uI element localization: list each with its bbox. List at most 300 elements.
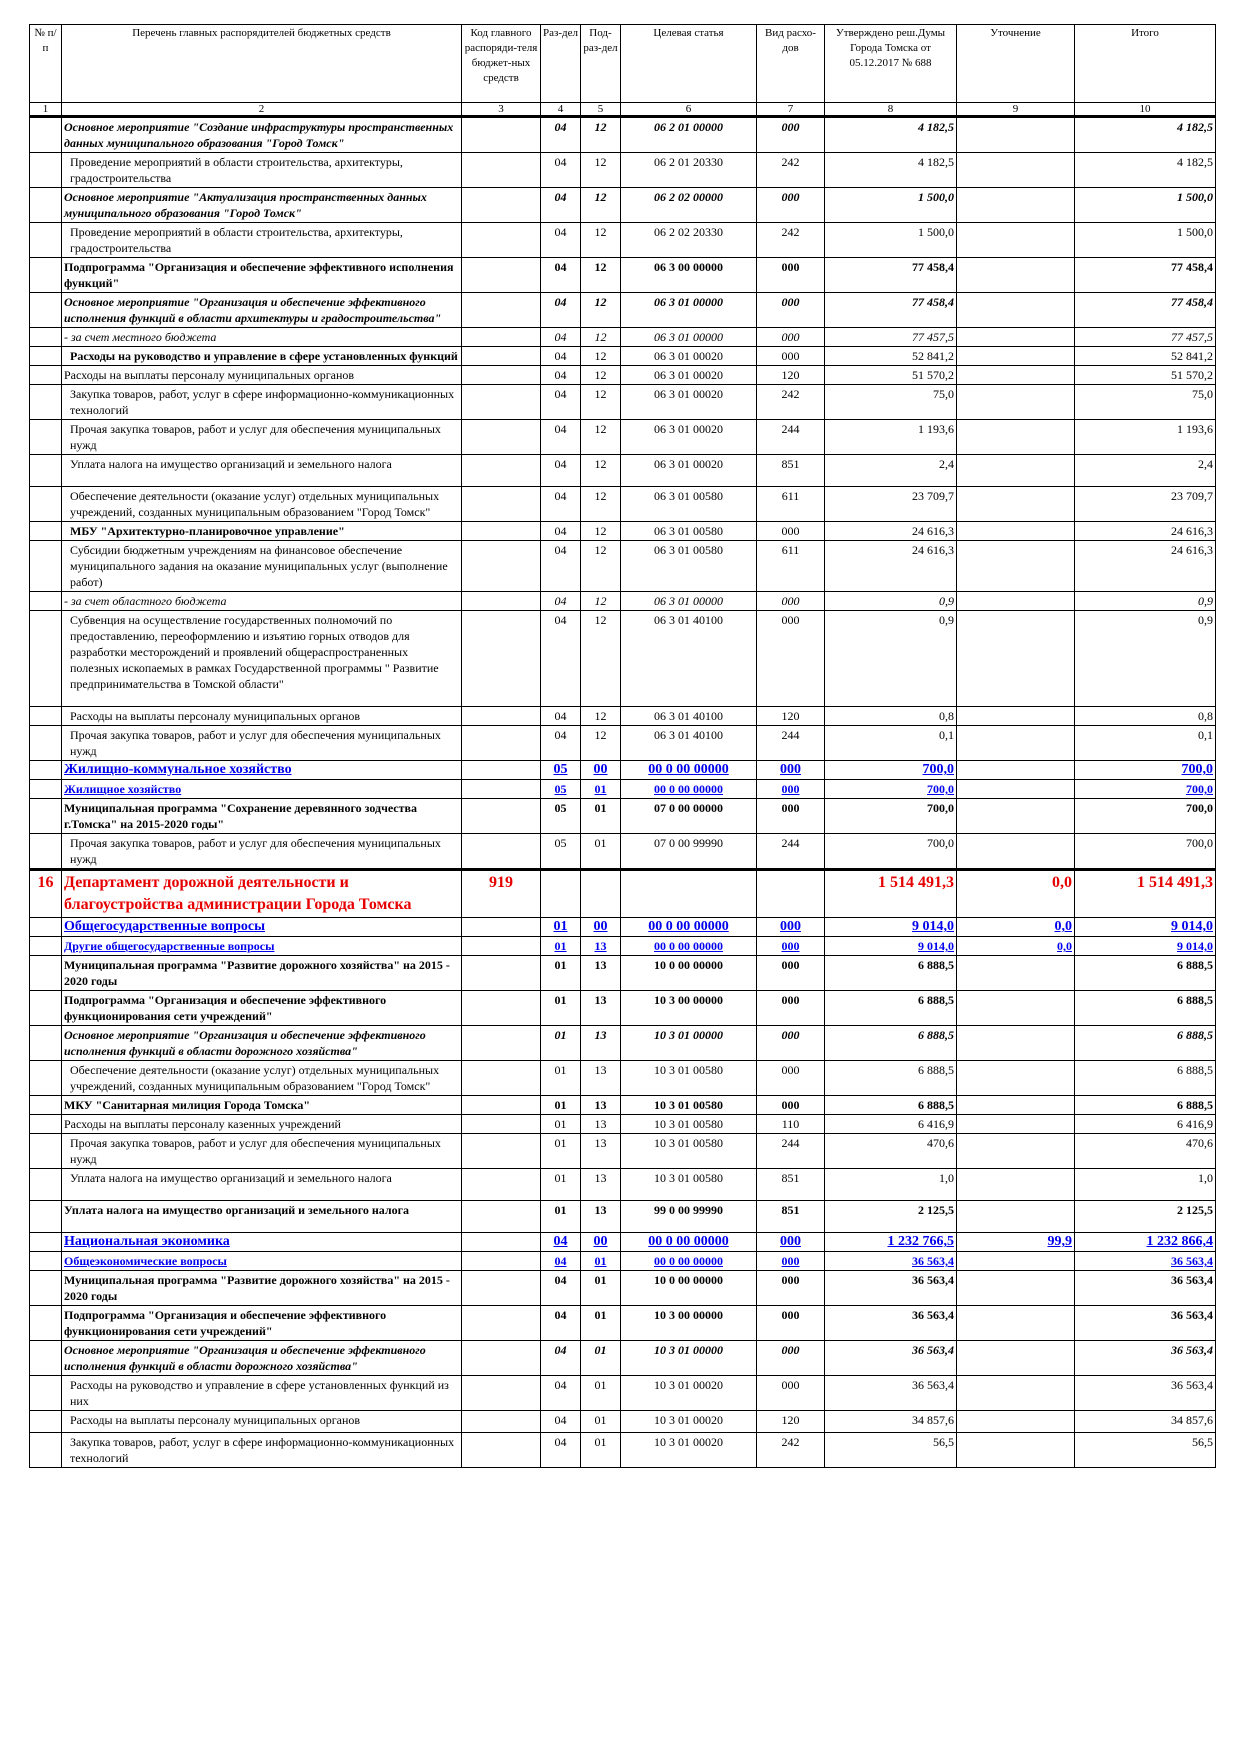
row-podrazdel: 01 xyxy=(581,834,621,870)
row-podrazdel: 12 xyxy=(581,726,621,761)
row-vid: 000 xyxy=(757,991,825,1026)
row-podrazdel: 12 xyxy=(581,611,621,707)
row-number xyxy=(30,592,62,611)
row-name: Проведение мероприятий в области строительства, архитектуры, градостроительства xyxy=(62,153,462,188)
row-total: 77 458,4 xyxy=(1075,258,1216,293)
row-podrazdel: 13 xyxy=(581,1201,621,1233)
row-podrazdel: 12 xyxy=(581,347,621,366)
row-approved: 75,0 xyxy=(825,385,957,420)
row-approved: 6 888,5 xyxy=(825,956,957,991)
row-change xyxy=(957,328,1075,347)
column-number: 3 xyxy=(462,103,541,117)
row-code xyxy=(462,347,541,366)
row-article: 00 0 00 00000 xyxy=(621,1233,757,1252)
table-row xyxy=(30,420,1216,455)
row-vid: 000 xyxy=(757,117,825,153)
row-podrazdel: 13 xyxy=(581,991,621,1026)
row-podrazdel: 01 xyxy=(581,1341,621,1376)
row-name: Проведение мероприятий в области строительства, архитектуры, градостроительства xyxy=(62,223,462,258)
row-podrazdel: 12 xyxy=(581,258,621,293)
row-approved: 36 563,4 xyxy=(825,1252,957,1271)
row-number: 16 xyxy=(30,870,62,918)
row-vid: 000 xyxy=(757,956,825,991)
row-code xyxy=(462,1096,541,1115)
row-article: 00 0 00 00000 xyxy=(621,937,757,956)
row-article: 99 0 00 99990 xyxy=(621,1201,757,1233)
table-row xyxy=(30,1134,1216,1169)
row-podrazdel: 13 xyxy=(581,1026,621,1061)
row-total: 2,4 xyxy=(1075,455,1216,487)
row-article: 00 0 00 00000 xyxy=(621,918,757,937)
row-podrazdel: 01 xyxy=(581,1433,621,1468)
row-total: 6 888,5 xyxy=(1075,1061,1216,1096)
row-change: 0,0 xyxy=(957,937,1075,956)
row-article: 10 3 01 00020 xyxy=(621,1433,757,1468)
row-code xyxy=(462,707,541,726)
row-vid: 000 xyxy=(757,1341,825,1376)
row-name: Закупка товаров, работ, услуг в сфере информационно-коммуникационных технологий xyxy=(62,385,462,420)
row-code xyxy=(462,1061,541,1096)
row-vid: 000 xyxy=(757,780,825,799)
row-total: 6 888,5 xyxy=(1075,991,1216,1026)
row-code xyxy=(462,188,541,223)
row-podrazdel: 12 xyxy=(581,420,621,455)
row-name: Муниципальная программа "Развитие дорожного хозяйства" на 2015 - 2020 годы xyxy=(62,1271,462,1306)
table-row xyxy=(30,522,1216,541)
row-article: 06 3 01 40100 xyxy=(621,611,757,707)
row-approved: 6 416,9 xyxy=(825,1115,957,1134)
row-podrazdel: 12 xyxy=(581,707,621,726)
row-podrazdel: 00 xyxy=(581,1233,621,1252)
row-razdel xyxy=(541,870,581,918)
row-approved: 6 888,5 xyxy=(825,1026,957,1061)
row-razdel: 05 xyxy=(541,780,581,799)
row-name: Общеэкономические вопросы xyxy=(62,1252,462,1271)
row-change xyxy=(957,522,1075,541)
row-number xyxy=(30,328,62,347)
row-vid: 000 xyxy=(757,918,825,937)
row-total: 700,0 xyxy=(1075,761,1216,780)
row-change xyxy=(957,455,1075,487)
row-total: 700,0 xyxy=(1075,780,1216,799)
row-vid: 000 xyxy=(757,1096,825,1115)
row-name: МБУ "Архитектурно-планировочное управление" xyxy=(62,522,462,541)
row-name: Обеспечение деятельности (оказание услуг) отдельных муниципальных учреждений, созданных муниципальным образованием "Город Томск" xyxy=(62,1061,462,1096)
row-total: 36 563,4 xyxy=(1075,1341,1216,1376)
row-vid xyxy=(757,870,825,918)
row-number xyxy=(30,834,62,870)
row-article: 06 2 01 00000 xyxy=(621,117,757,153)
budget-table-wrapper xyxy=(29,24,1215,1468)
row-razdel: 04 xyxy=(541,611,581,707)
row-total: 36 563,4 xyxy=(1075,1271,1216,1306)
row-article: 10 3 00 00000 xyxy=(621,991,757,1026)
row-razdel: 04 xyxy=(541,188,581,223)
row-total: 36 563,4 xyxy=(1075,1376,1216,1411)
row-approved: 1 500,0 xyxy=(825,223,957,258)
row-change xyxy=(957,1169,1075,1201)
row-change xyxy=(957,1201,1075,1233)
row-vid: 000 xyxy=(757,328,825,347)
row-podrazdel: 00 xyxy=(581,918,621,937)
row-razdel: 01 xyxy=(541,1115,581,1134)
row-change xyxy=(957,366,1075,385)
row-razdel: 01 xyxy=(541,1201,581,1233)
row-name: Расходы на выплаты персоналу муниципальных органов xyxy=(62,366,462,385)
row-total: 0,9 xyxy=(1075,611,1216,707)
row-article: 10 0 00 00000 xyxy=(621,956,757,991)
row-name: Уплата налога на имущество организаций и земельного налога xyxy=(62,1201,462,1233)
row-approved: 77 457,5 xyxy=(825,328,957,347)
row-podrazdel: 13 xyxy=(581,1115,621,1134)
row-total: 1 500,0 xyxy=(1075,188,1216,223)
row-approved: 36 563,4 xyxy=(825,1306,957,1341)
table-row xyxy=(30,956,1216,991)
header-name: Перечень главных распорядителей бюджетных средств xyxy=(62,25,462,103)
row-approved: 700,0 xyxy=(825,799,957,834)
budget-table-body xyxy=(30,117,1216,1468)
row-name: Субвенция на осуществление государственных полномочий по предоставлению, переоформлению и изъятию горных отводов для разработки месторождений и проявлений общераспространенных полезных ископаемых в рамках Государственной программы " Развитие предпринимательства в Томской области" xyxy=(62,611,462,707)
row-name: Подпрограмма "Организация и обеспечение эффективного исполнения функций" xyxy=(62,258,462,293)
header-num: № п/п xyxy=(30,25,62,103)
row-name: Расходы на выплаты персоналу муниципальных органов xyxy=(62,1411,462,1433)
row-number xyxy=(30,1306,62,1341)
row-code xyxy=(462,956,541,991)
row-number xyxy=(30,385,62,420)
row-code xyxy=(462,611,541,707)
row-code xyxy=(462,1271,541,1306)
row-razdel: 01 xyxy=(541,1096,581,1115)
row-number xyxy=(30,956,62,991)
row-vid: 000 xyxy=(757,1061,825,1096)
table-row xyxy=(30,707,1216,726)
row-change xyxy=(957,799,1075,834)
row-total: 6 888,5 xyxy=(1075,1096,1216,1115)
row-code xyxy=(462,153,541,188)
row-razdel: 01 xyxy=(541,956,581,991)
row-article xyxy=(621,870,757,918)
row-razdel: 04 xyxy=(541,522,581,541)
row-number xyxy=(30,937,62,956)
row-approved: 51 570,2 xyxy=(825,366,957,385)
row-vid: 611 xyxy=(757,541,825,592)
row-podrazdel: 00 xyxy=(581,761,621,780)
row-vid: 000 xyxy=(757,293,825,328)
row-number xyxy=(30,522,62,541)
row-code xyxy=(462,258,541,293)
row-change xyxy=(957,1341,1075,1376)
row-article: 00 0 00 00000 xyxy=(621,1252,757,1271)
row-change xyxy=(957,541,1075,592)
row-article: 10 3 01 00020 xyxy=(621,1411,757,1433)
row-code xyxy=(462,937,541,956)
row-number xyxy=(30,455,62,487)
row-total: 2 125,5 xyxy=(1075,1201,1216,1233)
row-vid: 120 xyxy=(757,366,825,385)
row-name: Общегосударственные вопросы xyxy=(62,918,462,937)
row-code xyxy=(462,1169,541,1201)
row-razdel: 01 xyxy=(541,937,581,956)
row-change xyxy=(957,834,1075,870)
row-code xyxy=(462,761,541,780)
row-total: 23 709,7 xyxy=(1075,487,1216,522)
row-article: 06 3 01 40100 xyxy=(621,707,757,726)
row-razdel: 04 xyxy=(541,117,581,153)
row-name: Основное мероприятие "Организация и обеспечение эффективного исполнения функций в области дорожного хозяйства" xyxy=(62,1026,462,1061)
row-code xyxy=(462,522,541,541)
row-article: 06 3 01 00580 xyxy=(621,522,757,541)
row-number xyxy=(30,1411,62,1433)
row-approved: 1 514 491,3 xyxy=(825,870,957,918)
row-code: 919 xyxy=(462,870,541,918)
column-number: 6 xyxy=(621,103,757,117)
row-number xyxy=(30,1252,62,1271)
table-row xyxy=(30,592,1216,611)
row-razdel: 01 xyxy=(541,991,581,1026)
row-number xyxy=(30,1433,62,1468)
row-razdel: 04 xyxy=(541,726,581,761)
row-podrazdel: 12 xyxy=(581,455,621,487)
row-change xyxy=(957,1134,1075,1169)
row-total: 77 457,5 xyxy=(1075,328,1216,347)
row-article: 06 3 01 00020 xyxy=(621,347,757,366)
row-article: 06 3 01 00580 xyxy=(621,541,757,592)
column-number: 5 xyxy=(581,103,621,117)
table-row xyxy=(30,1271,1216,1306)
row-article: 06 3 01 00020 xyxy=(621,366,757,385)
row-number xyxy=(30,707,62,726)
row-number xyxy=(30,293,62,328)
table-row xyxy=(30,1061,1216,1096)
row-total: 9 014,0 xyxy=(1075,937,1216,956)
row-vid: 000 xyxy=(757,799,825,834)
row-total: 470,6 xyxy=(1075,1134,1216,1169)
row-podrazdel xyxy=(581,870,621,918)
table-row xyxy=(30,258,1216,293)
row-name: Основное мероприятие "Актуализация пространственных данных муниципального образования "Город Томск" xyxy=(62,188,462,223)
table-row xyxy=(30,1376,1216,1411)
row-change xyxy=(957,258,1075,293)
row-vid: 000 xyxy=(757,188,825,223)
row-vid: 000 xyxy=(757,1376,825,1411)
row-total: 6 416,9 xyxy=(1075,1115,1216,1134)
row-code xyxy=(462,1252,541,1271)
table-row xyxy=(30,385,1216,420)
row-article: 06 3 01 00000 xyxy=(621,592,757,611)
row-name: Обеспечение деятельности (оказание услуг) отдельных муниципальных учреждений, созданных муниципальным образованием "Город Томск" xyxy=(62,487,462,522)
row-vid: 242 xyxy=(757,153,825,188)
row-approved: 1 500,0 xyxy=(825,188,957,223)
row-podrazdel: 01 xyxy=(581,799,621,834)
row-code xyxy=(462,799,541,834)
row-approved: 4 182,5 xyxy=(825,117,957,153)
row-razdel: 04 xyxy=(541,385,581,420)
row-razdel: 04 xyxy=(541,328,581,347)
row-change xyxy=(957,1061,1075,1096)
row-change xyxy=(957,293,1075,328)
row-change xyxy=(957,223,1075,258)
row-name: - за счет местного бюджета xyxy=(62,328,462,347)
table-row xyxy=(30,1026,1216,1061)
row-article: 10 3 01 00580 xyxy=(621,1061,757,1096)
row-approved: 52 841,2 xyxy=(825,347,957,366)
row-podrazdel: 12 xyxy=(581,153,621,188)
row-code xyxy=(462,1306,541,1341)
row-change xyxy=(957,385,1075,420)
table-row xyxy=(30,1201,1216,1233)
row-article: 00 0 00 00000 xyxy=(621,761,757,780)
row-code xyxy=(462,1341,541,1376)
row-change xyxy=(957,117,1075,153)
row-approved: 470,6 xyxy=(825,1134,957,1169)
row-code xyxy=(462,117,541,153)
table-row xyxy=(30,117,1216,153)
row-article: 06 3 01 00580 xyxy=(621,487,757,522)
table-row xyxy=(30,455,1216,487)
row-vid: 851 xyxy=(757,455,825,487)
row-total: 24 616,3 xyxy=(1075,522,1216,541)
row-number xyxy=(30,223,62,258)
row-name: МКУ "Санитарная милиция Города Томска" xyxy=(62,1096,462,1115)
row-change: 99,9 xyxy=(957,1233,1075,1252)
row-total: 4 182,5 xyxy=(1075,153,1216,188)
row-vid: 120 xyxy=(757,1411,825,1433)
row-number xyxy=(30,487,62,522)
row-change xyxy=(957,1115,1075,1134)
row-podrazdel: 01 xyxy=(581,780,621,799)
row-approved: 77 458,4 xyxy=(825,293,957,328)
row-approved: 36 563,4 xyxy=(825,1271,957,1306)
row-razdel: 01 xyxy=(541,1026,581,1061)
row-total: 1 232 866,4 xyxy=(1075,1233,1216,1252)
row-approved: 9 014,0 xyxy=(825,937,957,956)
table-row xyxy=(30,1306,1216,1341)
table-row xyxy=(30,1252,1216,1271)
row-change xyxy=(957,611,1075,707)
row-total: 36 563,4 xyxy=(1075,1306,1216,1341)
row-article: 06 2 01 20330 xyxy=(621,153,757,188)
row-change xyxy=(957,188,1075,223)
row-razdel: 04 xyxy=(541,1433,581,1468)
row-total: 0,8 xyxy=(1075,707,1216,726)
table-row xyxy=(30,328,1216,347)
row-total: 24 616,3 xyxy=(1075,541,1216,592)
row-name: Жилищно-коммунальное хозяйство xyxy=(62,761,462,780)
table-row xyxy=(30,937,1216,956)
row-number xyxy=(30,1115,62,1134)
row-article: 06 2 02 20330 xyxy=(621,223,757,258)
column-number: 7 xyxy=(757,103,825,117)
row-razdel: 01 xyxy=(541,1134,581,1169)
row-change xyxy=(957,761,1075,780)
row-approved: 4 182,5 xyxy=(825,153,957,188)
table-row xyxy=(30,541,1216,592)
row-change xyxy=(957,1026,1075,1061)
row-approved: 6 888,5 xyxy=(825,1061,957,1096)
row-name: Прочая закупка товаров, работ и услуг для обеспечения муниципальных нужд xyxy=(62,1134,462,1169)
row-article: 07 0 00 99990 xyxy=(621,834,757,870)
column-number: 10 xyxy=(1075,103,1216,117)
row-vid: 000 xyxy=(757,937,825,956)
row-vid: 110 xyxy=(757,1115,825,1134)
row-razdel: 01 xyxy=(541,1169,581,1201)
row-article: 10 3 01 00580 xyxy=(621,1115,757,1134)
row-number xyxy=(30,918,62,937)
row-name: Муниципальная программа "Сохранение деревянного зодчества г.Томска" на 2015-2020 годы" xyxy=(62,799,462,834)
row-razdel: 04 xyxy=(541,420,581,455)
row-article: 10 3 01 00000 xyxy=(621,1341,757,1376)
row-vid: 000 xyxy=(757,1271,825,1306)
row-vid: 000 xyxy=(757,522,825,541)
row-total: 0,1 xyxy=(1075,726,1216,761)
row-approved: 0,1 xyxy=(825,726,957,761)
table-row xyxy=(30,153,1216,188)
table-row xyxy=(30,487,1216,522)
row-vid: 120 xyxy=(757,707,825,726)
table-row xyxy=(30,1115,1216,1134)
row-vid: 244 xyxy=(757,420,825,455)
row-podrazdel: 12 xyxy=(581,117,621,153)
row-vid: 611 xyxy=(757,487,825,522)
row-change xyxy=(957,1252,1075,1271)
row-name: Муниципальная программа "Развитие дорожного хозяйства" на 2015 - 2020 годы xyxy=(62,956,462,991)
row-number xyxy=(30,420,62,455)
row-article: 06 2 02 00000 xyxy=(621,188,757,223)
row-podrazdel: 01 xyxy=(581,1376,621,1411)
budget-table xyxy=(29,24,1216,1468)
row-change xyxy=(957,1376,1075,1411)
row-code xyxy=(462,1233,541,1252)
row-razdel: 04 xyxy=(541,487,581,522)
row-podrazdel: 12 xyxy=(581,385,621,420)
row-podrazdel: 12 xyxy=(581,328,621,347)
row-article: 10 3 00 00000 xyxy=(621,1306,757,1341)
table-row xyxy=(30,1096,1216,1115)
header-article: Целевая статья xyxy=(621,25,757,103)
row-vid: 000 xyxy=(757,258,825,293)
row-code xyxy=(462,1201,541,1233)
table-row xyxy=(30,347,1216,366)
table-row xyxy=(30,799,1216,834)
row-name: Основное мероприятие "Создание инфраструктуры пространственных данных муниципального образования "Город Томск" xyxy=(62,117,462,153)
row-podrazdel: 12 xyxy=(581,541,621,592)
row-article: 06 3 01 00020 xyxy=(621,385,757,420)
row-code xyxy=(462,1134,541,1169)
row-vid: 851 xyxy=(757,1201,825,1233)
row-number xyxy=(30,799,62,834)
row-article: 10 0 00 00000 xyxy=(621,1271,757,1306)
row-name: Прочая закупка товаров, работ и услуг для обеспечения муниципальных нужд xyxy=(62,726,462,761)
row-code xyxy=(462,293,541,328)
row-code xyxy=(462,1115,541,1134)
row-vid: 242 xyxy=(757,223,825,258)
row-name: Прочая закупка товаров, работ и услуг для обеспечения муниципальных нужд xyxy=(62,420,462,455)
row-podrazdel: 12 xyxy=(581,366,621,385)
row-change xyxy=(957,780,1075,799)
row-vid: 000 xyxy=(757,1233,825,1252)
table-row xyxy=(30,1233,1216,1252)
row-name: Основное мероприятие "Организация и обеспечение эффективного исполнения функций в области дорожного хозяйства" xyxy=(62,1341,462,1376)
row-code xyxy=(462,420,541,455)
row-approved: 0,8 xyxy=(825,707,957,726)
row-approved: 6 888,5 xyxy=(825,1096,957,1115)
row-approved: 1,0 xyxy=(825,1169,957,1201)
column-number: 8 xyxy=(825,103,957,117)
row-change xyxy=(957,1306,1075,1341)
table-row xyxy=(30,1411,1216,1433)
header-vid: Вид расхо-дов xyxy=(757,25,825,103)
row-name: Расходы на руководство и управление в сфере установленных функций из них xyxy=(62,1376,462,1411)
